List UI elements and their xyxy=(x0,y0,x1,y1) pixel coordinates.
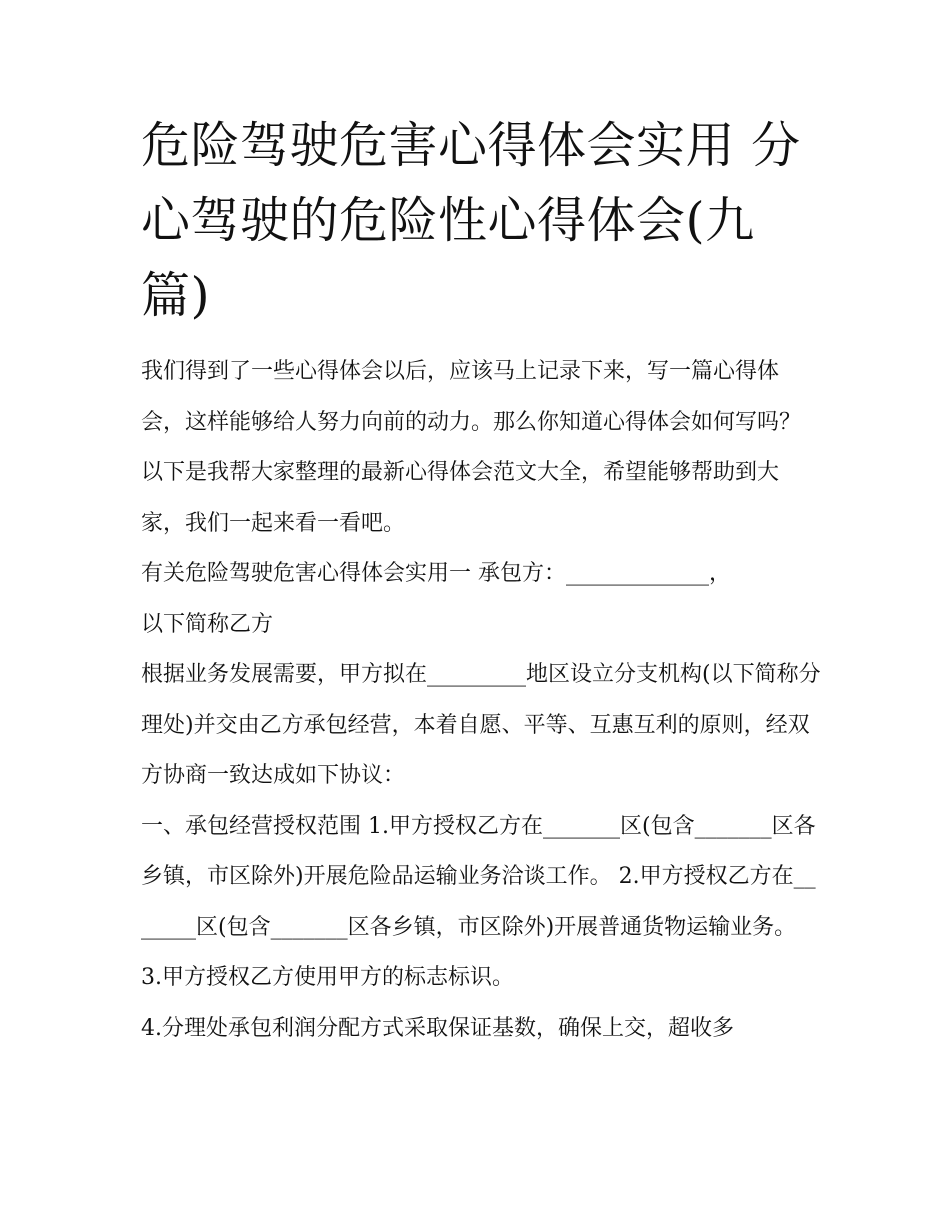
paragraph-intro: 我们得到了一些心得体会以后，应该马上记录下来，写一篇心得体会，这样能够给人努力向前的动力。那么你知道心得体会如何写吗？以下是我帮大家整理的最新心得体会范文大全，希望能够帮助到大家，我们一起来看一看吧。 xyxy=(141,359,802,536)
paragraph-profit: 4.分理处承包利润分配方式采取保证基数，确保上交，超收多 xyxy=(141,1015,734,1041)
paragraph-party-b: 以下简称乙方 xyxy=(141,611,274,637)
document-body xyxy=(141,347,821,1054)
document-title: 危险驾驶危害心得体会实用 分心驾驶的危险性心得体会(九篇) xyxy=(141,117,801,324)
paragraph-purpose: 根据业务发展需要，甲方拟在_________地区设立分支机构(以下简称分理处)并交由乙方承包经营，本着自愿、平等、互惠互利的原则，经双方协商一致达成如下协议： xyxy=(141,662,821,788)
paragraph-scope: 一、承包经营授权范围 1.甲方授权乙方在_______区(包含_______区各乡镇，市区除外)开展危险品运输业务洽谈工作。 2.甲方授权乙方在_______区(包含_______区各乡镇，市区除外)开展普通货物运输业务。 3.甲方授权乙方使用甲方的标志标识。 xyxy=(141,813,816,990)
paragraph-contractor: 有关危险驾驶危害心得体会实用一 承包方：_____________， xyxy=(141,561,731,586)
document-page xyxy=(141,108,821,1054)
